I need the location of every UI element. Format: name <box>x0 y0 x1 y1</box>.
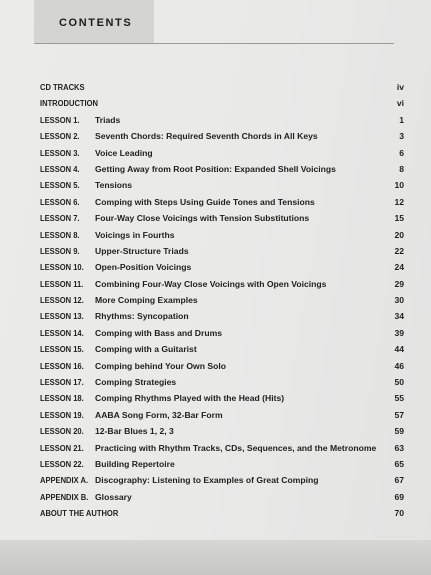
toc-entry <box>40 194 404 210</box>
toc-entry <box>40 161 404 177</box>
toc-entry-label: LESSON 16. <box>40 360 84 371</box>
toc-entry-page-number: 44 <box>394 344 404 355</box>
toc-entry-label: INTRODUCTION <box>40 98 98 109</box>
toc-entry-label: LESSON 9. <box>40 245 80 256</box>
toc-entry <box>40 128 404 144</box>
toc-entry-title: Triads <box>95 114 121 125</box>
toc-entry-title: Comping with Steps Using Guide Tones and Tensions <box>95 196 315 207</box>
toc-entry-title: Glossary <box>95 491 132 502</box>
toc-entry-page-number: 63 <box>394 442 404 453</box>
toc-entry <box>40 472 404 488</box>
toc-entry-label: LESSON 6. <box>40 196 80 207</box>
toc-entry-label: LESSON 21. <box>40 442 84 453</box>
table-of-contents <box>40 79 404 522</box>
toc-entry-page-number: 20 <box>394 229 404 240</box>
toc-entry-page-number: iv <box>396 82 404 92</box>
toc-entry <box>40 308 404 324</box>
toc-entry-page-number: 69 <box>394 491 404 502</box>
toc-entry-page-number: 39 <box>394 327 404 338</box>
toc-entry-title: Discography: Listening to Examples of Great Comping <box>95 475 319 486</box>
toc-entry-label: LESSON 11. <box>40 278 84 289</box>
header-rule <box>34 43 394 44</box>
toc-entry-label: LESSON 13. <box>40 311 84 322</box>
toc-entry-label: CD TRACKS <box>40 82 85 92</box>
toc-entry-title: Comping with Bass and Drums <box>95 327 223 338</box>
toc-entry-label: LESSON 4. <box>40 163 80 174</box>
toc-entry <box>40 374 404 390</box>
toc-entry-title: Open-Position Voicings <box>95 262 192 273</box>
toc-entry-page-number: 10 <box>394 180 404 191</box>
toc-entry-title: Getting Away from Root Position: Expanded Shell Voicings <box>95 163 336 174</box>
toc-entry-title: Combining Four-Way Close Voicings with Open Voicings <box>95 278 327 289</box>
toc-entry-page-number: 65 <box>394 458 404 469</box>
toc-entry-page-number: 24 <box>394 262 404 273</box>
toc-entry-title: Voice Leading <box>95 147 153 158</box>
toc-entry <box>40 423 404 439</box>
toc-entry-label: LESSON 14. <box>40 327 84 338</box>
toc-entry-title: More Comping Examples <box>95 295 198 306</box>
toc-entry-title: Comping with a Guitarist <box>95 344 197 355</box>
toc-entry-title: Practicing with Rhythm Tracks, CDs, Sequences, and the Metronome <box>95 442 377 453</box>
toc-entry-page-number: 55 <box>394 393 404 404</box>
toc-entry-page-number: 29 <box>394 278 404 289</box>
toc-entry-page-number: 3 <box>399 131 404 142</box>
toc-entry-title: Comping Strategies <box>95 377 177 388</box>
toc-entry-label: LESSON 12. <box>40 295 84 306</box>
toc-entry-label: LESSON 2. <box>40 131 80 142</box>
toc-entry <box>40 407 404 423</box>
toc-entry-page-number: 6 <box>399 147 404 158</box>
toc-entry-title: Seventh Chords: Required Seventh Chords in All Keys <box>95 131 318 142</box>
toc-entry-page-number: 46 <box>394 360 404 371</box>
toc-entry-title: Building Repertoire <box>95 458 175 469</box>
toc-entry-title: 12-Bar Blues 1, 2, 3 <box>95 426 174 437</box>
toc-entry-page-number: 15 <box>394 213 404 224</box>
toc-entry <box>40 440 404 456</box>
toc-entry-title: Four-Way Close Voicings with Tension Substitutions <box>95 213 310 224</box>
toc-entry-label: LESSON 7. <box>40 213 80 224</box>
toc-entry-page-number: vi <box>396 98 404 109</box>
toc-entry-page-number: 50 <box>394 377 404 388</box>
toc-entry <box>40 145 404 161</box>
toc-entry <box>40 259 404 275</box>
toc-entry-label: LESSON 10. <box>40 262 84 273</box>
toc-entry <box>40 243 404 259</box>
bleed-through-ghost <box>311 4 391 30</box>
toc-entry-title: Tensions <box>95 180 133 191</box>
toc-entry-label: LESSON 5. <box>40 180 80 191</box>
toc-entry-page-number: 34 <box>394 311 404 322</box>
toc-entry <box>40 358 404 374</box>
toc-entry-label: LESSON 8. <box>40 229 80 240</box>
toc-entry-label: LESSON 15. <box>40 344 84 355</box>
toc-entry <box>40 341 404 357</box>
toc-entry-label: LESSON 20. <box>40 426 84 437</box>
toc-entry <box>40 325 404 341</box>
toc-entry-label: ABOUT THE AUTHOR <box>40 508 119 519</box>
page-title: CONTENTS <box>59 17 133 29</box>
toc-entry-page-number: 22 <box>394 245 404 256</box>
toc-entry-label: APPENDIX B. <box>40 491 89 502</box>
toc-entry <box>40 177 404 193</box>
toc-entry <box>40 227 404 243</box>
toc-entry <box>40 276 404 292</box>
toc-entry <box>40 95 404 111</box>
toc-entry-label: LESSON 1. <box>40 114 80 125</box>
toc-entry <box>40 489 404 505</box>
toc-entry <box>40 210 404 226</box>
toc-entry <box>40 292 404 308</box>
toc-entry-label: LESSON 17. <box>40 377 84 388</box>
toc-entry-page-number: 57 <box>394 409 404 420</box>
toc-entry-page-number: 59 <box>394 426 404 437</box>
toc-entry <box>40 456 404 472</box>
toc-entry-title: Comping behind Your Own Solo <box>95 360 226 371</box>
page-bottom-edge <box>0 540 431 575</box>
toc-entry-label: APPENDIX A. <box>40 475 89 486</box>
toc-entry-label: LESSON 22. <box>40 458 84 469</box>
toc-entry <box>40 79 404 95</box>
toc-entry-page-number: 8 <box>399 163 404 174</box>
toc-entry-label: LESSON 19. <box>40 409 84 420</box>
toc-entry-title: Upper-Structure Triads <box>95 245 189 256</box>
toc-entry-title: Rhythms: Syncopation <box>95 311 189 322</box>
toc-entry <box>40 505 404 521</box>
toc-entry-title: Voicings in Fourths <box>95 229 175 240</box>
toc-entry-label: LESSON 3. <box>40 147 80 158</box>
toc-entry <box>40 390 404 406</box>
toc-entry-page-number: 30 <box>394 295 404 306</box>
toc-entry-label: LESSON 18. <box>40 393 84 404</box>
toc-entry-page-number: 67 <box>394 475 404 486</box>
toc-entry <box>40 112 404 128</box>
toc-entry-title: AABA Song Form, 32-Bar Form <box>95 409 223 420</box>
toc-entry-page-number: 12 <box>394 196 404 207</box>
toc-entry-page-number: 1 <box>399 114 404 125</box>
toc-entry-title: Comping Rhythms Played with the Head (Hits) <box>95 393 285 404</box>
toc-entry-page-number: 70 <box>394 508 404 519</box>
